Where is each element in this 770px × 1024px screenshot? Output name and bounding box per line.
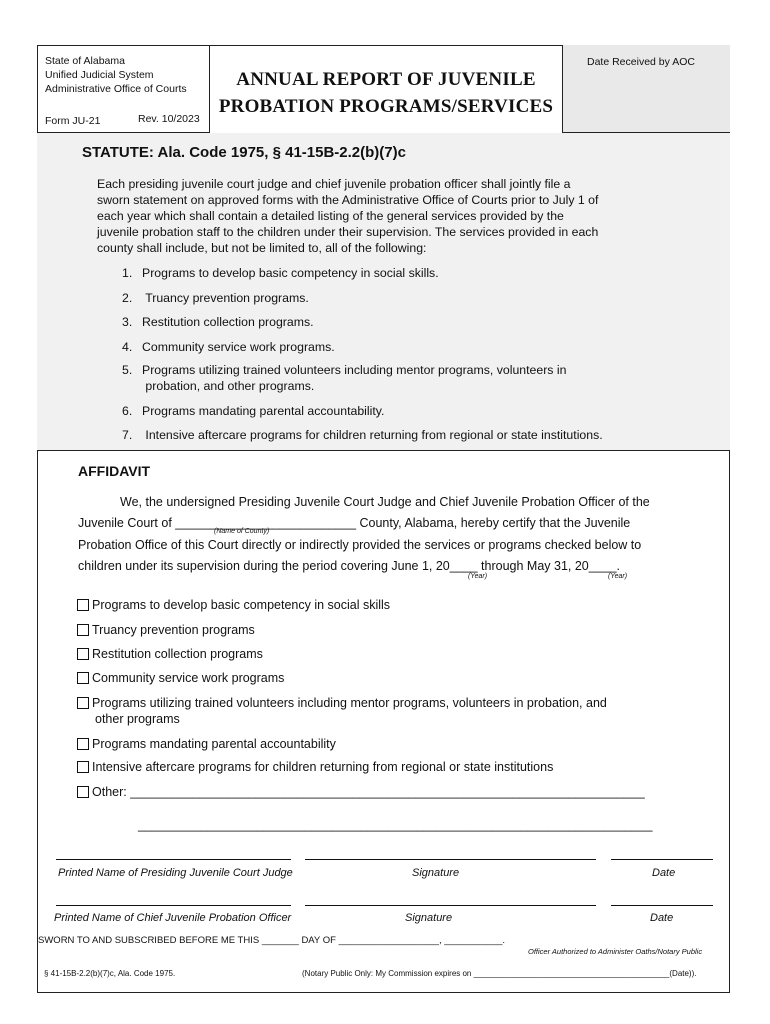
checkbox-label: Restitution collection programs: [92, 647, 263, 661]
officer-signature-label: Signature: [405, 912, 453, 924]
item-text: Restitution collection programs.: [142, 315, 314, 329]
checkbox-label: Programs utilizing trained volunteers including mentor programs, volunteers in probation, and: [92, 696, 607, 710]
checkbox-square[interactable]: [77, 761, 89, 773]
org-state: State of Alabama: [45, 55, 125, 67]
statute-list-item: [122, 314, 642, 330]
form-revision: Rev. 10/2023: [138, 113, 200, 125]
statute-list-item: [122, 403, 642, 419]
line2-prefix: Juvenile Court of: [78, 516, 176, 530]
notary-commission[interactable]: (Notary Public Only: My Commission expires on ____________________________________________(Date)).: [302, 969, 697, 978]
checkbox-parental[interactable]: [77, 736, 336, 752]
checkbox-social-skills[interactable]: [77, 597, 390, 613]
year-hint-start: (Year): [468, 573, 488, 580]
checkbox-square[interactable]: [77, 648, 89, 660]
statute-list-item: [122, 290, 642, 306]
judge-signature-line[interactable]: [305, 859, 596, 860]
affidavit-line-1: We, the undersigned Presiding Juvenile Court Judge and Chief Juvenile Probation Officer of the: [120, 495, 650, 509]
item-number: 4.: [122, 340, 133, 354]
judge-date-label: Date: [652, 867, 676, 879]
officer-name-line[interactable]: [56, 905, 291, 906]
item-text: Programs to develop basic competency in social skills.: [142, 266, 439, 280]
line2-suffix: County, Alabama, hereby certify that the Juvenile: [356, 516, 631, 530]
form-title: [210, 66, 562, 120]
other-line-2[interactable]: __________________________________________________________________________: [138, 818, 653, 832]
judge-signature-label: Signature: [412, 867, 460, 879]
officer-date-label: Date: [650, 912, 674, 924]
checkbox-square[interactable]: [77, 624, 89, 636]
judge-date-line[interactable]: [611, 859, 713, 860]
sworn-statement[interactable]: SWORN TO AND SUBSCRIBED BEFORE ME THIS _______ DAY OF ___________________, ___________.: [38, 935, 505, 946]
checkbox-other[interactable]: [77, 784, 645, 800]
checkbox-restitution[interactable]: [77, 646, 263, 662]
county-hint: (Name of County): [214, 528, 270, 535]
item-text-continued: probation, and other programs.: [142, 379, 315, 393]
checkbox-square[interactable]: [77, 672, 89, 684]
statute-line: sworn statement on approved forms with the Administrative Office of Courts prior to July 1 of: [97, 193, 599, 207]
statute-line: county shall include, but not be limited to, all of the following:: [97, 241, 427, 255]
item-text: Community service work programs.: [142, 340, 335, 354]
statute-list-item: [122, 339, 642, 355]
officer-date-line[interactable]: [611, 905, 713, 906]
checkbox-square[interactable]: [77, 697, 89, 709]
item-number: 7.: [122, 428, 133, 442]
item-number: 3.: [122, 315, 133, 329]
officer-signature-line[interactable]: [305, 905, 596, 906]
statute-line: Each presiding juvenile court judge and chief juvenile probation officer shall jointly file a: [97, 177, 571, 191]
county-name-field[interactable]: __________________________: [175, 516, 357, 530]
statute-list-item: [122, 265, 642, 281]
affidavit-heading: AFFIDAVIT: [78, 463, 151, 479]
title-line-2: PROBATION PROGRAMS/SERVICES: [218, 96, 554, 117]
checkbox-square[interactable]: [77, 786, 89, 798]
officer-name-label: Printed Name of Chief Juvenile Probation Officer: [54, 912, 292, 924]
checkbox-label-continued: other programs: [95, 712, 180, 726]
title-line-1: ANNUAL REPORT OF JUVENILE: [236, 69, 536, 90]
statute-line: each year which shall contain a detailed listing of the general services provided by the: [97, 209, 564, 223]
affidavit-line-3: Probation Office of this Court directly or indirectly provided the services or programs checked below to: [78, 538, 642, 552]
checkbox-square[interactable]: [77, 738, 89, 750]
statute-line: juvenile probation staff to the children under their supervision. The services provided in each: [97, 225, 599, 239]
statute-paragraph: [97, 176, 642, 256]
checkbox-label: Community service work programs: [92, 671, 285, 685]
item-number: 1.: [122, 266, 133, 280]
checkbox-volunteers[interactable]: [77, 695, 607, 727]
officer-authorized-label: Officer Authorized to Administer Oaths/Notary Public: [528, 947, 703, 956]
judge-name-line[interactable]: [56, 859, 291, 860]
item-number: 2.: [122, 291, 133, 305]
statute-heading: STATUTE: Ala. Code 1975, § 41-15B-2.2(b)(7)c: [82, 144, 406, 161]
date-received-label: Date Received by AOC: [587, 56, 695, 68]
item-number: 6.: [122, 404, 133, 418]
form-id: Form JU-21: [45, 115, 101, 127]
org-system: Unified Judicial System: [45, 69, 154, 81]
item-text: Truancy prevention programs.: [142, 291, 309, 305]
checkbox-community-service[interactable]: [77, 670, 284, 686]
checkbox-aftercare[interactable]: [77, 759, 553, 775]
item-text: Programs mandating parental accountability.: [142, 404, 385, 418]
citation: § 41-15B-2.2(b)(7)c, Ala. Code 1975.: [44, 969, 176, 978]
checkbox-square[interactable]: [77, 599, 89, 611]
checkbox-label: Intensive aftercare programs for children returning from regional or state institutions: [92, 760, 554, 774]
org-office: Administrative Office of Courts: [45, 83, 187, 95]
checkbox-label: Programs to develop basic competency in social skills: [92, 598, 391, 612]
item-number: 5.: [122, 363, 133, 377]
statute-list-item: [122, 362, 642, 394]
affidavit-line-4[interactable]: children under its supervision during the period covering June 1, 20____ through May 31, 20____.: [78, 559, 621, 573]
checkbox-truancy[interactable]: [77, 622, 255, 638]
checkbox-label: Other: __________________________________________________________________________: [92, 785, 645, 799]
affidavit-line-2: [78, 515, 630, 531]
year-hint-end: (Year): [608, 573, 628, 580]
checkbox-label: Truancy prevention programs: [92, 623, 255, 637]
item-text: Programs utilizing trained volunteers including mentor programs, volunteers in: [142, 363, 567, 377]
judge-name-label: Printed Name of Presiding Juvenile Court Judge: [58, 867, 293, 879]
item-text: Intensive aftercare programs for children returning from regional or state institutions.: [142, 428, 603, 442]
checkbox-label: Programs mandating parental accountability: [92, 737, 336, 751]
statute-list-item: [122, 427, 642, 443]
